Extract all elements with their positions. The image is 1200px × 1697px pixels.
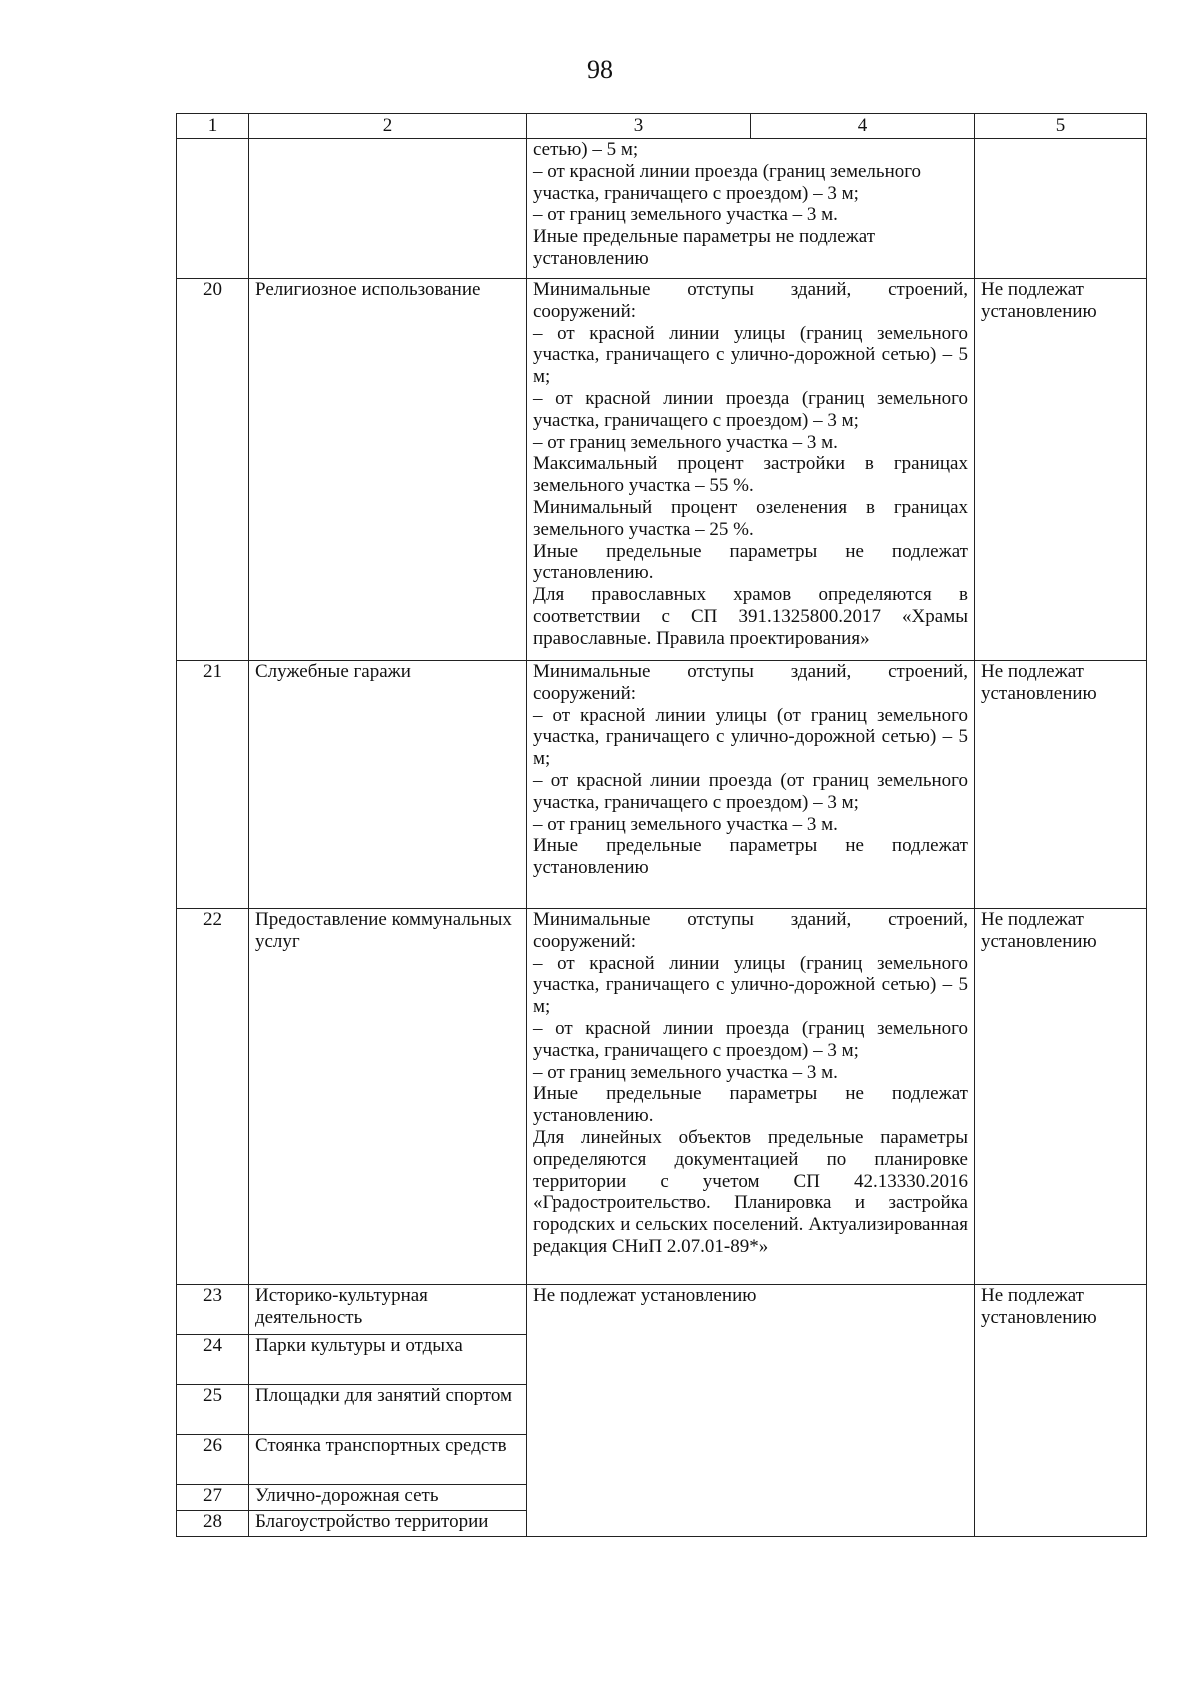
table-cell-name: Предоставление коммунальных услуг <box>249 909 527 1285</box>
param-line: Минимальные отступы зданий, строений, сооружений: <box>533 279 968 322</box>
table-row-20 <box>177 279 1147 661</box>
param-line: Иные предельные параметры не подлежат установлению. <box>533 540 968 584</box>
table-row-22 <box>177 909 1147 1285</box>
param-line: Иные предельные параметры не подлежат установлению <box>533 835 968 879</box>
table-cell-params <box>527 279 975 661</box>
table-cell-name: Благоустройство территории <box>249 1511 527 1537</box>
header-col-2: 2 <box>249 114 527 139</box>
table-cell-name: Служебные гаражи <box>249 661 527 909</box>
continuation-row <box>177 139 1147 279</box>
param-line: – от границ земельного участка – 3 м. <box>533 813 838 835</box>
table-row-23 <box>177 1285 1147 1335</box>
table-cell-num: 22 <box>177 909 249 1285</box>
param-line: Для православных храмов определяются в соответствии с СП 391.1325800.2017 «Храмы православные. Правила проектирования» <box>533 584 968 649</box>
table-cell-name: Площадки для занятий спортом <box>249 1385 527 1435</box>
table-cell-name: Религиозное использование <box>249 279 527 661</box>
table-cell-params: Не подлежат установлению <box>527 1285 975 1537</box>
param-line: – от красной линии улицы (границ земельного участка, граничащего с улично-дорожной сетью) – 5 м; <box>533 952 968 1018</box>
table-row-21 <box>177 661 1147 909</box>
table-cell-name <box>249 139 527 279</box>
table-cell-col5 <box>975 139 1147 279</box>
table-cell-name: Историко-культурная деятельность <box>249 1285 527 1335</box>
table-cell-num: 28 <box>177 1511 249 1537</box>
header-col-5: 5 <box>975 114 1147 139</box>
param-line: Иные предельные параметры не подлежат установлению <box>533 226 876 269</box>
header-row <box>177 114 1147 139</box>
param-line: – от красной линии улицы (границ земельного участка, граничащего с улично-дорожной сетью) – 5 м; <box>533 322 968 388</box>
param-line: Иные предельные параметры не подлежат установлению. <box>533 1083 968 1127</box>
param-line: Минимальные отступы зданий, строений, сооружений: <box>533 909 968 952</box>
page-number: 98 <box>587 55 613 84</box>
table-cell-name: Стоянка транспортных средств <box>249 1435 527 1485</box>
param-line: – от границ земельного участка – 3 м. <box>533 1061 838 1083</box>
table-cell-num: 23 <box>177 1285 249 1335</box>
table-cell-params <box>527 661 975 909</box>
param-line: Максимальный процент застройки в границах земельного участка – 55 %. <box>533 453 968 497</box>
param-line: – от красной линии проезда (от границ земельного участка, граничащего с проездом) – 3 м; <box>533 769 968 813</box>
table-cell-col5: Не подлежат установлению <box>975 661 1147 909</box>
param-line: сетью) – 5 м; <box>533 139 639 160</box>
header-col-3: 3 <box>527 114 751 139</box>
table-cell-params <box>527 909 975 1285</box>
table-cell-num: 27 <box>177 1485 249 1511</box>
table-cell-num: 25 <box>177 1385 249 1435</box>
table-cell-name: Парки культуры и отдыха <box>249 1335 527 1385</box>
param-line: – от красной линии улицы (от границ земельного участка, граничащего с улично-дорожной сетью) – 5 м; <box>533 704 968 770</box>
table-cell-col5: Не подлежат установлению <box>975 1285 1147 1537</box>
table-cell-num <box>177 139 249 279</box>
param-line: Для линейных объектов предельные параметры определяются документацией по планировке территории с учетом СП 42.13330.2016 «Градостроительство. Планировка и застройка городских и сельских поселений. Актуализированная редакция СНиП 2.07.01-89*» <box>533 1126 968 1257</box>
param-line: Минимальные отступы зданий, строений, сооружений: <box>533 661 968 704</box>
param-line: – от границ земельного участка – 3 м. <box>533 204 838 226</box>
param-line: – от красной линии проезда (границ земельного участка, граничащего с проездом) – 3 м; <box>533 160 922 204</box>
table-cell-col5: Не подлежат установлению <box>975 279 1147 661</box>
param-line: Минимальный процент озеленения в границах земельного участка – 25 %. <box>533 496 968 540</box>
regulations-table <box>176 113 1147 1537</box>
table-cell-num: 26 <box>177 1435 249 1485</box>
param-line: – от красной линии проезда (границ земельного участка, граничащего с проездом) – 3 м; <box>533 387 968 431</box>
table-cell-num: 21 <box>177 661 249 909</box>
param-line: – от границ земельного участка – 3 м. <box>533 431 838 453</box>
table-cell-col5: Не подлежат установлению <box>975 909 1147 1285</box>
table-cell-name: Улично-дорожная сеть <box>249 1485 527 1511</box>
table-cell-num: 24 <box>177 1335 249 1385</box>
header-col-1: 1 <box>177 114 249 139</box>
table-cell-params <box>527 139 975 279</box>
param-line: – от красной линии проезда (границ земельного участка, граничащего с проездом) – 3 м; <box>533 1017 968 1061</box>
header-col-4: 4 <box>751 114 975 139</box>
table-cell-num: 20 <box>177 279 249 661</box>
